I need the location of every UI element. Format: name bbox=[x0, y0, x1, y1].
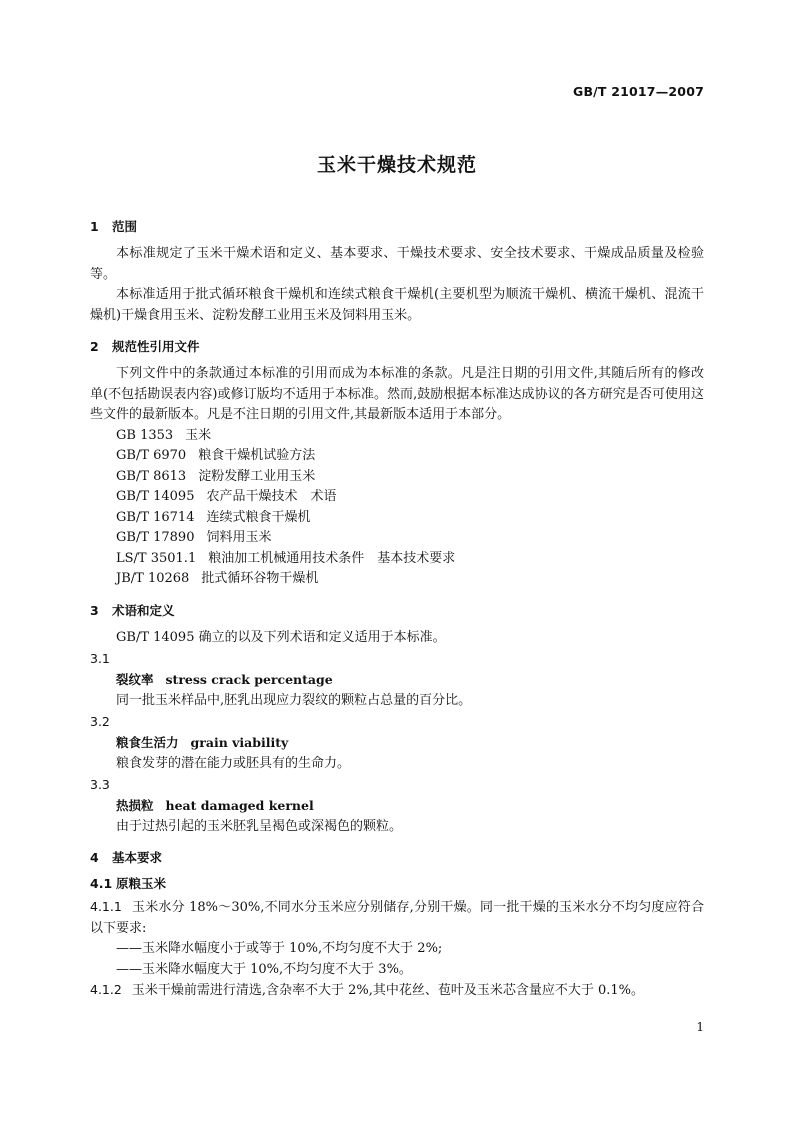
clause-text: 玉米水分 18%～30%,不同水分玉米应分别储存,分别干燥。同一批干燥的玉米水分不均匀度应符合以下要求: bbox=[90, 900, 704, 936]
term-number: 3.1 bbox=[90, 651, 110, 666]
subsection-number: 4.1 bbox=[90, 876, 113, 891]
term-en: stress crack percentage bbox=[165, 672, 333, 687]
clause-number: 4.1.2 bbox=[90, 982, 122, 997]
section-heading-normative-references bbox=[90, 334, 704, 360]
section-title: 规范性引用文件 bbox=[112, 339, 200, 354]
reference-code: GB/T 14095 bbox=[116, 489, 195, 504]
paragraph: 本标准适用于批式循环粮食干燥机和连续式粮食干燥机(主要机型为顺流干燥机、横流干燥机、混流干燥机)干燥食用玉米、淀粉发酵工业用玉米及饲料用玉米。 bbox=[90, 287, 704, 323]
reference-item bbox=[90, 426, 704, 447]
dash-item: ——玉米降水幅度小于或等于 10%,不均匀度不大于 2%; bbox=[116, 941, 443, 956]
term-heading bbox=[90, 795, 704, 816]
subsection-heading-raw-corn bbox=[90, 871, 704, 897]
reference-name: 玉米 bbox=[185, 427, 212, 443]
term-number: 3.2 bbox=[90, 714, 110, 729]
paragraph: GB/T 14095 确立的以及下列术语和定义适用于本标准。 bbox=[116, 629, 446, 645]
reference-name: 饲料用玉米 bbox=[206, 530, 272, 545]
term-cn: 热损粒 bbox=[116, 798, 154, 813]
document-title: 玉米干燥技术规范 bbox=[316, 154, 477, 176]
section-number: 3 bbox=[90, 602, 99, 618]
subsection-title: 原粮玉米 bbox=[116, 876, 167, 891]
reference-name: 连续式粮食干燥机 bbox=[206, 509, 311, 525]
term-definition: 由于过热引起的玉米胚乳呈褐色或深褐色的颗粒。 bbox=[116, 819, 403, 834]
term-definition: 粮食发芽的潜在能力或胚具有的生命力。 bbox=[116, 756, 351, 771]
reference-item bbox=[90, 508, 704, 529]
section-title: 范围 bbox=[112, 219, 138, 234]
section-number: 1 bbox=[90, 219, 99, 234]
clause-number: 4.1.1 bbox=[90, 899, 122, 914]
reference-code: GB/T 17890 bbox=[116, 530, 195, 545]
reference-name: 粮油加工机械通用技术条件 基本技术要求 bbox=[208, 550, 456, 566]
section-heading-scope bbox=[90, 214, 704, 240]
reference-name: 农产品干燥技术 术语 bbox=[206, 489, 337, 504]
paragraph: 下列文件中的条款通过本标准的引用而成为本标准的条款。凡是注日期的引用文件,其随后所有的修改单(不包括勘误表内容)或修订版均不适用于本标准。然而,鼓励根据本标准达成协议的各方研究是否可使用这些文件的最新版本。凡是不注日期的引用文件,其最新版本适用于本部分。 bbox=[90, 366, 704, 422]
section-number: 2 bbox=[90, 339, 99, 354]
section-heading-basic-requirements bbox=[90, 845, 704, 871]
section-title: 基本要求 bbox=[112, 850, 163, 865]
term-en: grain viability bbox=[190, 735, 289, 750]
reference-item bbox=[90, 528, 704, 549]
reference-code: GB/T 16714 bbox=[116, 509, 195, 525]
clause-text: 玉米干燥前需进行清选,含杂率不大于 2%,其中花丝、苞叶及玉米芯含量应不大于 0.1%。 bbox=[131, 983, 644, 998]
term-number: 3.3 bbox=[90, 777, 110, 792]
clause-4-1-2 bbox=[90, 980, 704, 1002]
reference-item bbox=[90, 549, 704, 570]
clause-4-1-1 bbox=[90, 897, 704, 939]
term-en: heat damaged kernel bbox=[165, 798, 314, 813]
section-heading-terms-definitions bbox=[90, 598, 704, 624]
section-number: 4 bbox=[90, 850, 99, 865]
reference-code: GB/T 6970 bbox=[116, 448, 187, 463]
reference-item bbox=[90, 446, 704, 467]
dash-item: ——玉米降水幅度大于 10%,不均匀度不大于 3%。 bbox=[116, 961, 412, 977]
reference-name: 淀粉发酵工业用玉米 bbox=[198, 468, 316, 484]
term-definition: 同一批玉米样品中,胚乳出现应力裂纹的颗粒占总量的百分比。 bbox=[116, 693, 472, 708]
reference-code: JB/T 10268 bbox=[116, 571, 190, 586]
reference-item bbox=[90, 467, 704, 488]
document-body bbox=[90, 214, 704, 1002]
page-number: 1 bbox=[696, 1020, 704, 1034]
paragraph: 本标准规定了玉米干燥术语和定义、基本要求、干燥技术要求、安全技术要求、干燥成品质量及检验等。 bbox=[90, 246, 704, 282]
reference-code: GB 1353 bbox=[116, 427, 174, 443]
term-cn: 粮食生活力 bbox=[116, 735, 179, 750]
reference-item bbox=[90, 487, 704, 508]
term-heading bbox=[90, 669, 704, 690]
reference-name: 批式循环谷物干燥机 bbox=[201, 571, 319, 586]
term-heading bbox=[90, 732, 704, 753]
reference-code: LS/T 3501.1 bbox=[116, 550, 197, 566]
standard-code: GB/T 21017—2007 bbox=[572, 84, 704, 99]
reference-item bbox=[90, 569, 704, 590]
section-title: 术语和定义 bbox=[112, 602, 175, 618]
term-cn: 裂纹率 bbox=[116, 672, 154, 687]
reference-code: GB/T 8613 bbox=[116, 468, 187, 484]
reference-name: 粮食干燥机试验方法 bbox=[198, 448, 316, 463]
